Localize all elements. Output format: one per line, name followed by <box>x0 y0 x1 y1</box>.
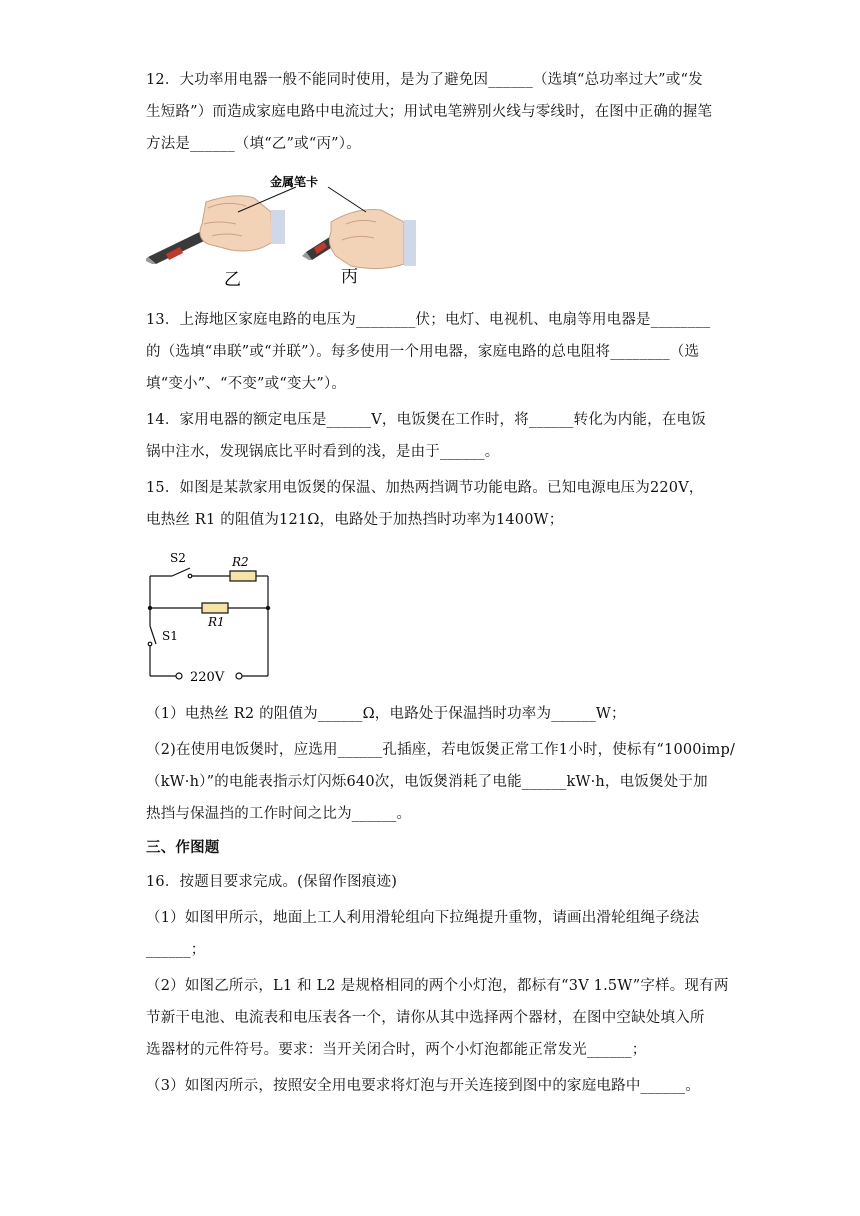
label-220v: 220V <box>190 670 225 684</box>
resistor-r1 <box>202 603 228 613</box>
q16-sub2-line-2: 节新干电池、电流表和电压表各一个，请你从其中选择两个器材，在图中空缺处填入所 <box>146 1010 705 1026</box>
label-r2: R2 <box>232 555 249 569</box>
q13-line-2: 的（选填“串联”或“并联”）。每多使用一个用电器，家庭电路的总电阻将________（选 <box>146 344 700 360</box>
circuit-diagram <box>146 546 282 684</box>
q12-line-1: 12．大功率用电器一般不能同时使用，是为了避免因______（选填“总功率过大”或“发 <box>146 72 703 88</box>
q16-sub2-line-3: 选器材的元件符号。要求：当开关闭合时，两个小灯泡都能正常发光______； <box>146 1042 647 1058</box>
q13-line-3: 填“变小”、“不变”或“变大”）。 <box>146 376 347 392</box>
label-bing: 丙 <box>341 267 358 287</box>
switch-s1 <box>150 626 156 644</box>
terminal-left <box>176 673 182 679</box>
label-yi: 乙 <box>224 270 241 290</box>
label-s2: S2 <box>170 551 186 565</box>
q14-line-2: 锅中注水，发现锅底比平时看到的浅，是由于______。 <box>146 444 500 460</box>
q15-sub2-line-3: 热挡与保温挡的工作时间之比为______。 <box>146 806 412 822</box>
q15-sub1: （1）电热丝 R2 的阻值为______Ω，电路处于保温挡时功率为______W； <box>146 706 626 722</box>
terminal-right <box>236 673 242 679</box>
test-pen-figure <box>146 172 416 290</box>
label-r1: R1 <box>208 615 225 629</box>
q15-sub2-line-1: （2)在使用电饭煲时，应选用______孔插座，若电饭煲正常工作1小时，使标有“1000imp/ <box>146 742 736 758</box>
section-3-title: 三、作图题 <box>146 839 220 856</box>
switch-s2 <box>172 568 190 576</box>
q16-intro: 16．按题目要求完成。(保留作图痕迹) <box>146 874 398 890</box>
q15-sub2-line-2: （kW·h）”的电能表指示灯闪烁640次，电饭煲消耗了电能______kW·h，电饭煲处于加 <box>146 774 708 790</box>
resistor-r2 <box>230 571 256 581</box>
q15-line-1: 15．如图是某款家用电饭煲的保温、加热两挡调节功能电路。已知电源电压为220V， <box>146 480 704 496</box>
q14-line-1: 14．家用电器的额定电压是______V，电饭煲在工作时，将______转化为内能，在电饭 <box>146 412 706 428</box>
q16-sub2-line-1: （2）如图乙所示，L1 和 L2 是规格相同的两个小灯泡，都标有“3V 1.5W”字样。现有两 <box>146 978 729 994</box>
label-s1: S1 <box>162 629 178 643</box>
q16-sub3: （3）如图丙所示，按照安全用电要求将灯泡与开关连接到图中的家庭电路中______。 <box>146 1078 700 1094</box>
callout-label: 金属笔卡 <box>270 175 319 189</box>
pen-right-illustration <box>302 210 416 269</box>
q16-sub1-line-1: （1）如图甲所示，地面上工人利用滑轮组向下拉绳提升重物，请画出滑轮组绳子绕法 <box>146 910 700 926</box>
q13-line-1: 13．上海地区家庭电路的电压为________伏；电灯、电视机、电扇等用电器是________ <box>146 312 711 328</box>
q12-line-2: 生短路”）而造成家庭电路中电流过大；用试电笔辨别火线与零线时，在图中正确的握笔 <box>146 104 713 120</box>
q12-line-3: 方法是______（填“乙”或“丙”）。 <box>146 136 361 152</box>
callout-line-right <box>328 187 366 212</box>
pen-left-illustration <box>146 196 285 264</box>
q16-sub1-line-2: ______； <box>146 942 206 958</box>
q15-line-2: 电热丝 R1 的阻值为121Ω，电路处于加热挡时功率为1400W； <box>146 512 564 528</box>
